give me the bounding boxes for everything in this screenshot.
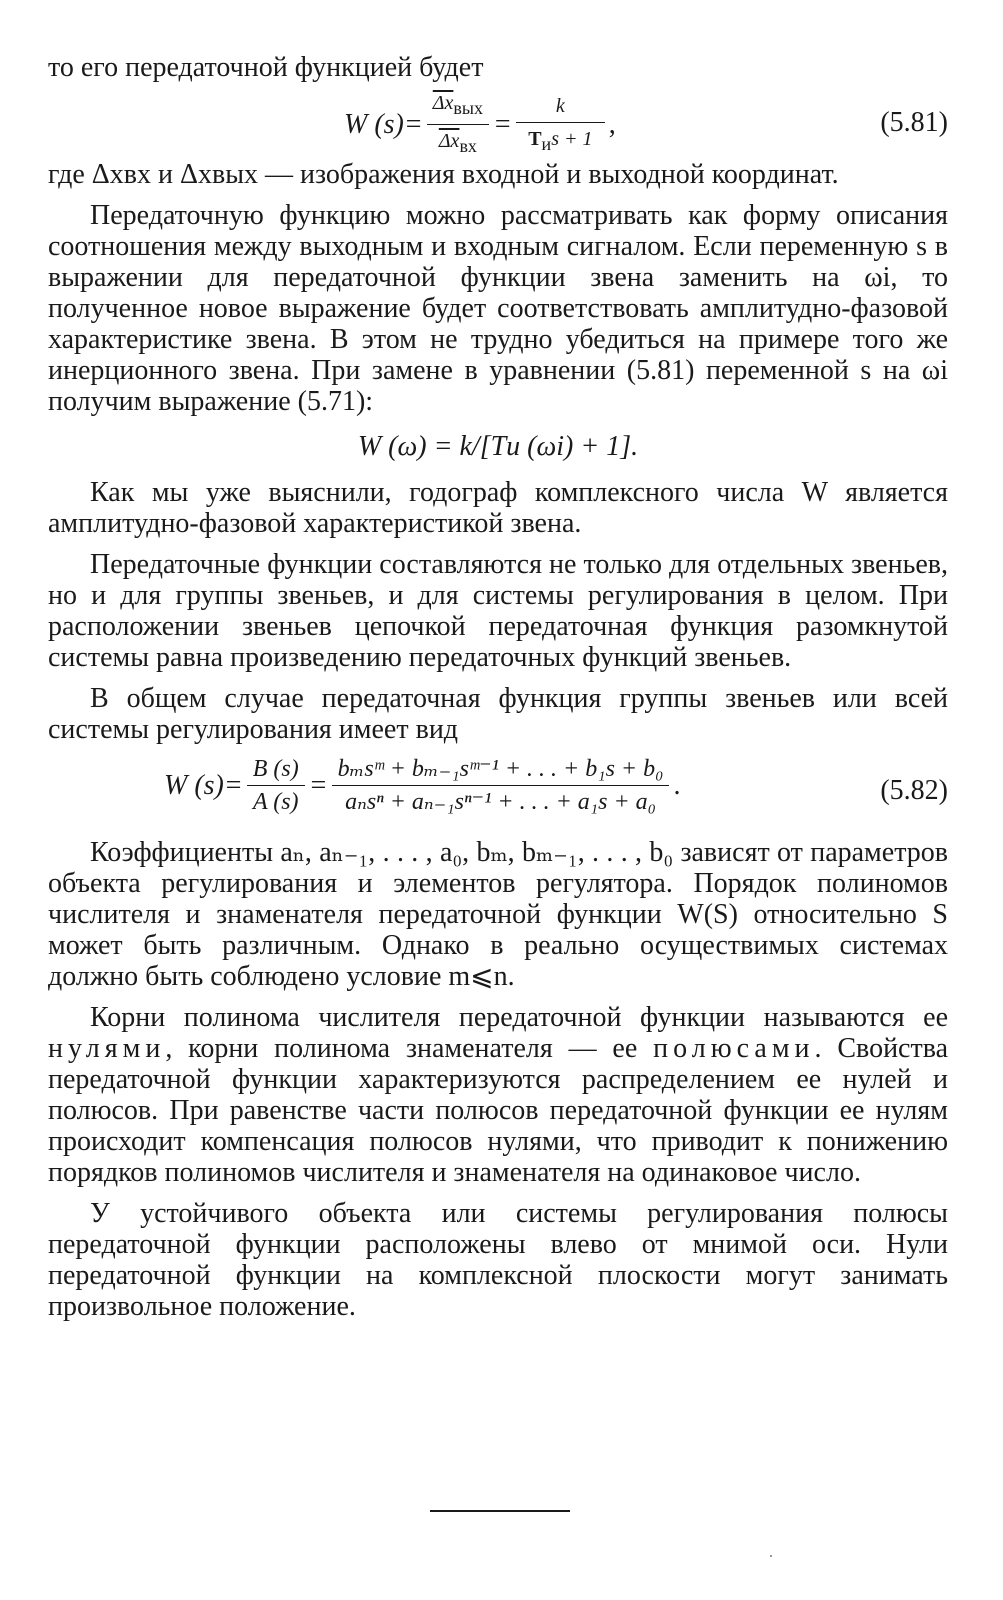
equation-number-5-82: (5.82) [880,775,948,806]
paragraph-transfer: Передаточную функцию можно рассматривать как форму описания соотношения между выходным и входным сигналом. Если переменную s в выражении для передаточной функции звена заменить на ωi, то полученное новое выражение будет соответствовать амплитудно-фазовой характеристике звена. В этом не трудно убедиться на примере того же инерционного звена. При замене в уравнении (5.81) переменной s на ωi получим выражение (5.71): [48,200,948,417]
fraction-polynomials: $\frac{\text{bₘsᵐ + bₘ₋₁sᵐ⁻¹ + . . . + b₁s + b₀}}{\text{aₙsⁿ + aₙ₋₁sⁿ⁻¹ + . . . + a₁s + a₀}}$ [332,755,670,816]
fraction-k: $\frac{k}{\text{Tиs + 1}}$ [516,92,605,158]
paragraph-stable: У устойчивого объекта или системы регулирования полюсы передаточной функции расположены влево от мнимой оси. Нули передаточной функции на комплексной плоскости могут занимать произвольное положение. [48,1198,948,1322]
page-body [48,52,948,1322]
paragraph-intro: то его передаточной функцией будет [48,52,484,83]
paragraph-coefficients: Коэффициенты aₙ, aₙ₋₁, . . . , a₀, bₘ, bₘ₋₁, . . . , b₀ зависят от параметров объекта регулирования и элементов регулятора. Порядок полиномов числителя и знаменателя передаточной функции W(S) относительно S может быть различным. Однако в реально осуществимых системах должно быть соблюдено условие m⩽n. [48,837,948,992]
paragraph-where: где Δxвх и Δxвых — изображения входной и выходной координат. [48,159,839,190]
paragraph-groups: Передаточные функции составляются не только для отдельных звеньев, но и для группы звеньев, и для системы регулирования в целом. При расположении звеньев цепочкой передаточная функция разомкнутой системы равна произведению передаточных функций звеньев. [48,549,948,673]
formula-5-82: W (s)= $\frac{B (s)}{A (s)}$ = $\frac{\text{bₘsᵐ + bₘ₋₁sᵐ⁻¹ + . . . + b₁s + b₀}}{\text{aₙsⁿ + aₙ₋₁sⁿ⁻¹ + . . . + a₁s + a₀}}$ . (5.82) [164,756,948,815]
fraction-b-a: $\frac{B (s)}{A (s)}$ [247,755,305,816]
section-end-rule [430,1510,570,1512]
formula-5-71: W (ω) = k/[Tи (ωi) + 1]. [357,431,639,462]
formula-5-81: W (s)= $\frac{\overline{\Delta x}вых}{\overline{\Delta x}вх}$ = $\frac{k}{\text{Tиs + 1}}$ , (5.81) [48,85,948,159]
term-poles: полюсами [653,1033,815,1064]
paragraph-hodograph: Как мы уже выяснили, годограф комплексного числа W является амплитудно-фазовой характеристикой звена. [48,477,948,539]
scan-speck [770,1555,772,1557]
equation-number-5-81: (5.81) [880,107,948,138]
paragraph-general: В общем случае передаточная функция группы звеньев или всей системы регулирования имеет вид [48,683,948,745]
formula-lhs: W (s)= [344,108,423,140]
paragraph-roots: Корни полинома числителя передаточной функции называются ее нулями, корни полинома знаменателя — ее полюсами. Свойства передаточной функции характеризуются распределением ее нулей и полюсов. При равенстве части полюсов передаточной функции ее нулям происходит компенсация полюсов нулями, что приводит к понижению порядков полиномов числителя и знаменателя на одинаковое число. [48,1002,948,1188]
term-zeros: нулями [48,1033,166,1064]
fraction-dx: $\frac{\overline{\Delta x}вых}{\overline{\Delta x}вх}$ [427,89,489,160]
